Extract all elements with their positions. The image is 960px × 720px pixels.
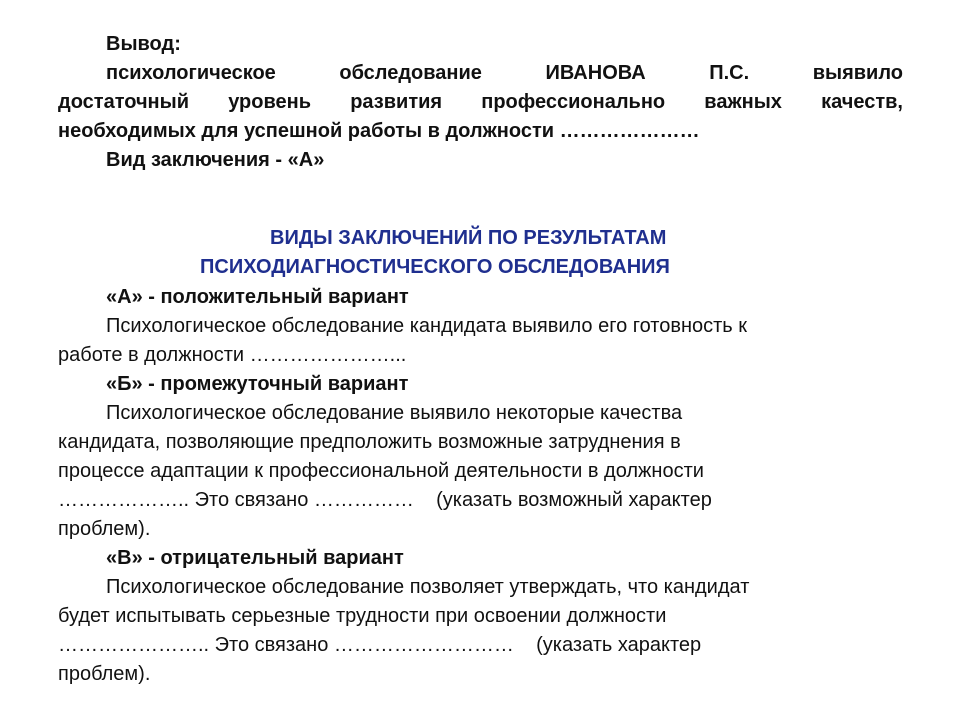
variant-c-line: ………………….. Это связано ……………………… (указать характер [58, 634, 702, 656]
conclusion-line-2: достаточный уровень развития профессионально важных качеств, [58, 91, 903, 113]
variant-b-line: процессе адаптации к профессиональной деятельности в должности [58, 460, 704, 482]
variant-b-line: проблем). [58, 518, 151, 540]
variant-b-line: кандидата, позволяющие предположить возможные затруднения в [58, 431, 681, 453]
variant-c-line: Психологическое обследование позволяет утверждать, что кандидат [106, 576, 750, 598]
variant-a-title: «А» - положительный вариант [106, 286, 409, 308]
conclusion-type: Вид заключения - «А» [106, 149, 325, 171]
heading-line-2: ПСИХОДИАГНОСТИЧЕСКОГО ОБСЛЕДОВАНИЯ [200, 256, 670, 278]
variants-list [58, 283, 903, 689]
variant-b-line: Психологическое обследование выявило некоторые качества [106, 402, 683, 424]
variant-c-line: будет испытывать серьезные трудности при освоении должности [58, 605, 667, 627]
section-heading [200, 224, 800, 282]
conclusion-label: Вывод: [106, 33, 181, 55]
heading-line-1: ВИДЫ ЗАКЛЮЧЕНИЙ ПО РЕЗУЛЬТАТАМ [270, 227, 667, 249]
variant-c-line: проблем). [58, 663, 151, 685]
variant-c-title: «В» - отрицательный вариант [106, 547, 404, 569]
conclusion-block [58, 30, 903, 175]
variant-b-title: «Б» - промежуточный вариант [106, 373, 409, 395]
variant-b-line: ……………….. Это связано …………… (указать возможный характер [58, 489, 712, 511]
variant-a-line: работе в должности …………………... [58, 344, 407, 366]
variant-a-line: Психологическое обследование кандидата выявило его готовность к [106, 315, 748, 337]
conclusion-line-3: необходимых для успешной работы в должности ………………… [58, 120, 700, 142]
conclusion-line-1: психологическое обследование ИВАНОВА П.С. выявило [106, 62, 903, 84]
